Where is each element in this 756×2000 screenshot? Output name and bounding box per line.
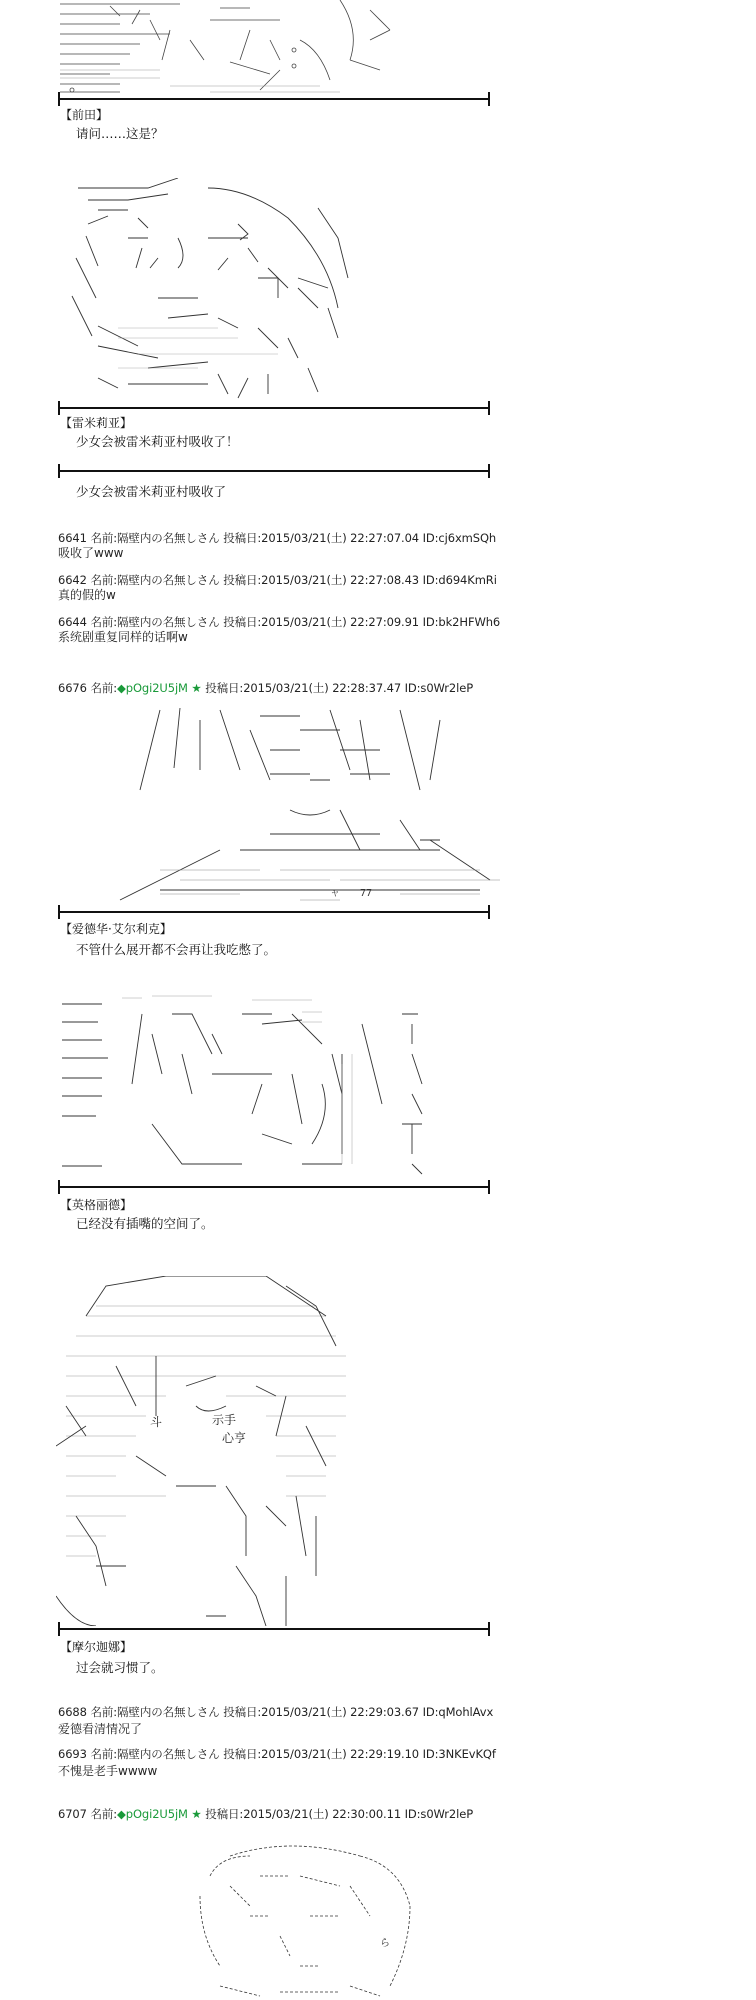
- post-number: 6642: [58, 573, 87, 587]
- post-body: 吸收了www: [58, 546, 124, 560]
- post-number: 6707: [58, 1807, 87, 1821]
- dialogue-line: 少女会被雷米莉亚村吸收了！: [76, 434, 239, 449]
- dialogue-line: 少女会被雷米莉亚村吸收了: [76, 484, 227, 499]
- speaker-name: 【前田】: [60, 108, 109, 122]
- divider: [58, 911, 490, 913]
- post-header: [58, 1746, 496, 1762]
- post-body: 爱德看清情况了: [58, 1722, 143, 1736]
- svg-text:示手: 示手: [212, 1413, 237, 1427]
- post-header: [58, 530, 496, 546]
- date-label: 投稿日:: [223, 615, 262, 629]
- poster-trip: ◆pOgi2U5jM ★: [117, 681, 202, 695]
- post-number: 6641: [58, 531, 87, 545]
- ascii-art-ingrid: [62, 994, 462, 1186]
- dialogue-line: 过会就习惯了。: [76, 1660, 164, 1675]
- speaker-name: 【摩尔迦娜】: [60, 1640, 133, 1654]
- post-number: 6676: [58, 681, 87, 695]
- divider: [58, 1186, 490, 1188]
- name-label: 名前:: [90, 1747, 118, 1761]
- post-body: 不愧是老手wwww: [58, 1764, 158, 1778]
- name-label: 名前:: [90, 681, 118, 695]
- name-label: 名前:: [90, 531, 118, 545]
- divider: [58, 470, 490, 472]
- speaker-name: 【雷米莉亚】: [60, 416, 133, 430]
- post-number: 6688: [58, 1705, 87, 1719]
- divider: [58, 407, 490, 409]
- post-date: 2015/03/21(土) 22:30:00.11: [243, 1807, 402, 1821]
- svg-text:心亨: 心亨: [222, 1431, 247, 1445]
- ascii-art-morgiana: [56, 1276, 376, 1626]
- post-body: 真的假的w: [58, 588, 116, 602]
- date-label: 投稿日:: [205, 681, 244, 695]
- ascii-art-remilia: [58, 178, 378, 408]
- poster-name: 隔壁内の名無しさん: [117, 573, 220, 587]
- speaker-name: 【英格丽德】: [60, 1198, 133, 1212]
- post-number: 6693: [58, 1747, 87, 1761]
- date-label: 投稿日:: [223, 1705, 262, 1719]
- post-header: [58, 572, 497, 588]
- post-header: [58, 680, 473, 696]
- speaker-name: 【爱德华·艾尔利克】: [60, 922, 172, 936]
- ascii-art-maeda: [50, 0, 490, 100]
- poster-id: ID:d694KmRi: [422, 573, 497, 587]
- post-date: 2015/03/21(土) 22:28:37.47: [243, 681, 402, 695]
- post-date: 2015/03/21(土) 22:29:19.10: [261, 1747, 420, 1761]
- poster-id: ID:s0Wr2leP: [404, 1807, 474, 1821]
- dialogue-line: 请问……这是？: [76, 126, 164, 141]
- post-number: 6644: [58, 615, 87, 629]
- svg-text:ら: ら: [380, 1938, 390, 1949]
- poster-id: ID:3NKEvKQf: [422, 1747, 496, 1761]
- poster-id: ID:cj6xmSQh: [422, 531, 497, 545]
- post-date: 2015/03/21(土) 22:27:08.43: [261, 573, 420, 587]
- svg-text:77: 77: [360, 888, 373, 899]
- post-date: 2015/03/21(土) 22:29:03.67: [261, 1705, 420, 1719]
- divider: [58, 98, 490, 100]
- ascii-art-edward: [100, 700, 540, 910]
- post-body: 系统剧重复同样的话啊w: [58, 630, 188, 644]
- poster-id: ID:s0Wr2leP: [404, 681, 474, 695]
- name-label: 名前:: [90, 1705, 118, 1719]
- post-date: 2015/03/21(土) 22:27:09.91: [261, 615, 420, 629]
- ascii-art-bottom: [190, 1836, 430, 2000]
- poster-trip: ◆pOgi2U5jM ★: [117, 1807, 202, 1821]
- dialogue-line: 不管什么展开都不会再让我吃憋了。: [76, 942, 277, 957]
- divider: [58, 1628, 490, 1630]
- date-label: 投稿日:: [205, 1807, 244, 1821]
- name-label: 名前:: [90, 1807, 118, 1821]
- date-label: 投稿日:: [223, 531, 262, 545]
- poster-name: 隔壁内の名無しさん: [117, 1705, 220, 1719]
- svg-text:斗: 斗: [150, 1415, 163, 1429]
- name-label: 名前:: [90, 615, 118, 629]
- post-header: [58, 1704, 493, 1720]
- svg-text:ャ: ャ: [330, 888, 340, 899]
- post-date: 2015/03/21(土) 22:27:07.04: [261, 531, 420, 545]
- poster-name: 隔壁内の名無しさん: [117, 615, 220, 629]
- poster-name: 隔壁内の名無しさん: [117, 1747, 220, 1761]
- dialogue-line: 已经没有插嘴的空间了。: [76, 1216, 214, 1231]
- poster-name: 隔壁内の名無しさん: [117, 531, 220, 545]
- poster-id: ID:bk2HFWh6: [422, 615, 501, 629]
- date-label: 投稿日:: [223, 1747, 262, 1761]
- name-label: 名前:: [90, 573, 118, 587]
- date-label: 投稿日:: [223, 573, 262, 587]
- post-header: [58, 1806, 473, 1822]
- poster-id: ID:qMohlAvx: [422, 1705, 494, 1719]
